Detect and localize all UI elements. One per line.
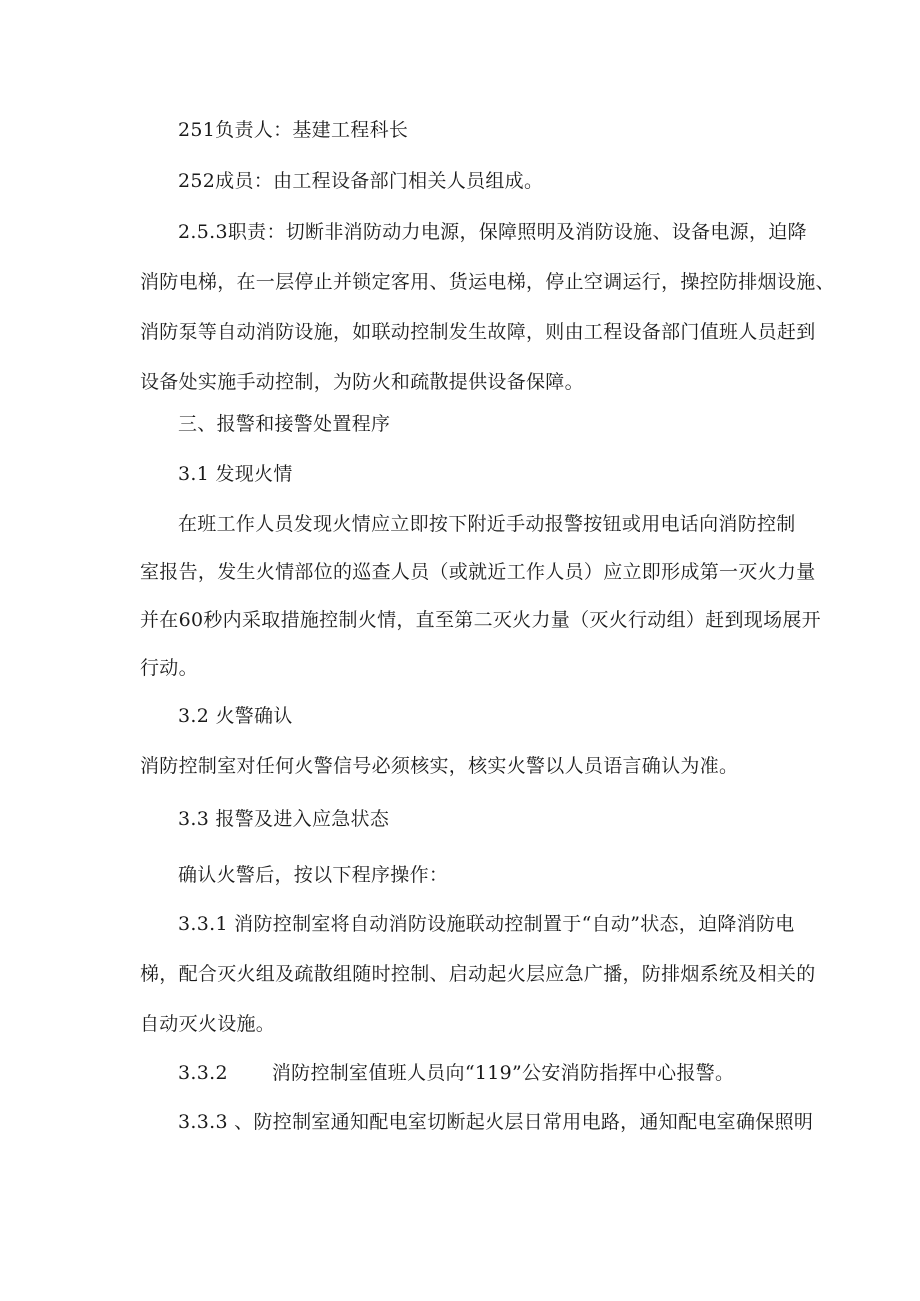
paragraph-2-5-2: 252成员：由工程设备部门相关人员组成。 xyxy=(178,170,544,192)
paragraph-3-3-intro: 确认火警后，按以下程序操作： xyxy=(178,864,449,886)
paragraph-2-5-3-line-3: 消防泵等自动消防设施，如联动控制发生故障，则由工程设备部门值班人员赶到 xyxy=(140,321,816,343)
heading-3-1: 3.1 发现火情 xyxy=(178,463,293,485)
paragraph-2-5-1: 251负责人：基建工程科长 xyxy=(178,119,409,141)
paragraph-2-5-3-line-4: 设备处实施手动控制，为防火和疏散提供设备保障。 xyxy=(140,371,584,393)
paragraph-3-3-3: 3.3.3 、防控制室通知配电室切断起火层日常用电路，通知配电室确保照明 xyxy=(178,1111,814,1133)
paragraph-3-3-2 xyxy=(178,1060,838,1086)
section-3-heading: 三、报警和接警处置程序 xyxy=(178,413,391,435)
paragraph-3-3-2-number: 3.3.2 xyxy=(178,1062,228,1084)
paragraph-3-1-line-2: 室报告，发生火情部位的巡查人员（或就近工作人员）应立即形成第一灭火力量 xyxy=(140,561,816,583)
paragraph-3-1-line-1: 在班工作人员发现火情应立即按下附近手动报警按钮或用电话向消防控制 xyxy=(178,513,796,535)
paragraph-2-5-3-line-2: 消防电梯，在一层停止并锁定客用、货运电梯，停止空调运行，操控防排烟设施、 xyxy=(140,271,835,293)
paragraph-3-3-1-line-3: 自动灭火设施。 xyxy=(140,1013,276,1035)
paragraph-3-2: 消防控制室对任何火警信号必须核实，核实火警以人员语言确认为准。 xyxy=(140,755,739,777)
heading-3-2: 3.2 火警确认 xyxy=(178,705,293,727)
paragraph-3-3-2-text: 消防控制室值班人员向“119”公安消防指挥中心报警。 xyxy=(271,1062,735,1084)
paragraph-2-5-3-line-1: 2.5.3职责：切断非消防动力电源，保障照明及消防设施、设备电源，迫降 xyxy=(178,221,807,243)
paragraph-3-1-line-4: 行动。 xyxy=(140,657,198,679)
paragraph-3-3-1-line-1: 3.3.1 消防控制室将自动消防设施联动控制置于“自动”状态，迫降消防电 xyxy=(178,913,795,935)
paragraph-3-3-1-line-2: 梯，配合灭火组及疏散组随时控制、启动起火层应急广播，防排烟系统及相关的 xyxy=(140,963,816,985)
heading-3-3: 3.3 报警及进入应急状态 xyxy=(178,808,390,830)
paragraph-3-1-line-3: 并在60秒内采取措施控制火情，直至第二灭火力量（灭火行动组）赶到现场展开 xyxy=(140,609,821,631)
